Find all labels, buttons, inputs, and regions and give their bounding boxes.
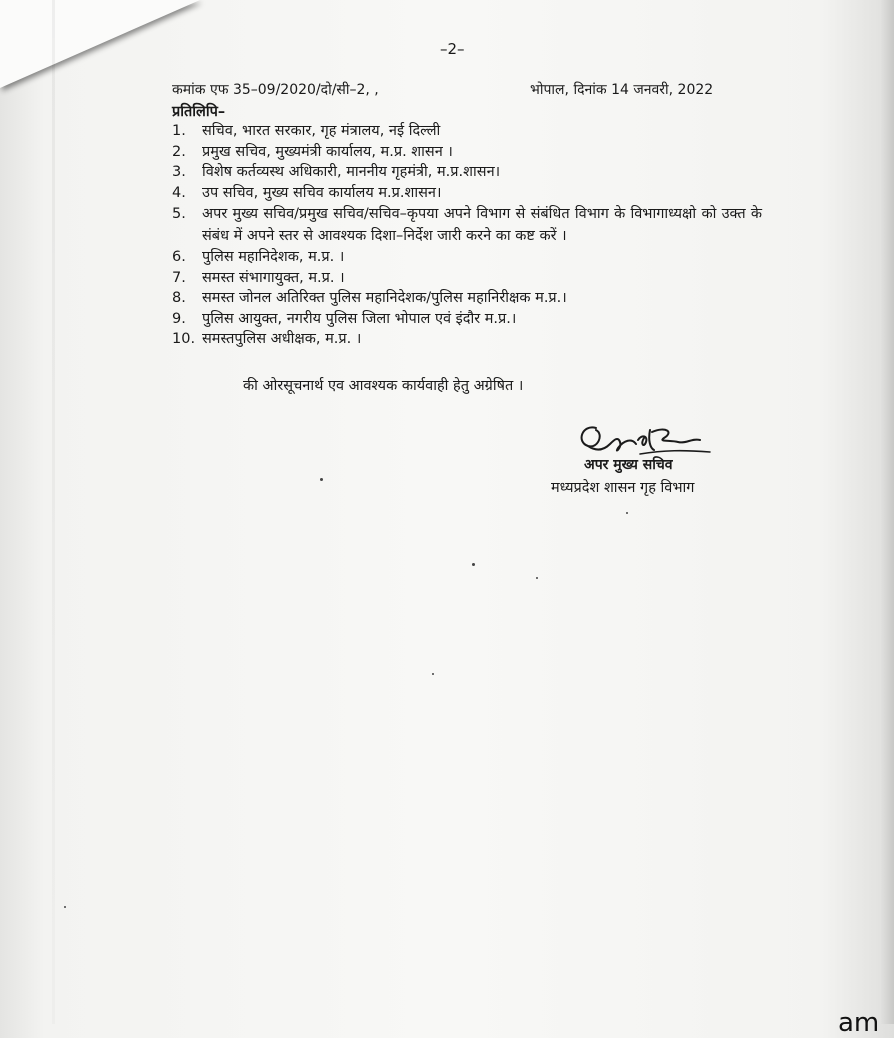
list-item-text: प्रमुख सचिव, मुख्यमंत्री कार्यालय, म.प्र. शासन ।: [202, 143, 453, 160]
list-item-text: सचिव, भारत सरकार, गृह मंत्रालय, नई दिल्ली: [202, 123, 441, 139]
list-item: [172, 203, 762, 247]
list-item-text: समस्त जोनल अतिरिक्त पुलिस महानिदेशक/पुलिस महानिरीक्षक म.प्र.।: [202, 290, 567, 306]
list-item-text: विशेष कर्तव्यस्थ अधिकारी, माननीय गृहमंत्री, म.प्र.शासन।: [202, 164, 501, 180]
corner-text-fragment: am: [838, 1008, 880, 1038]
page-edge-shadow: [52, 0, 55, 1024]
signatory-department: मध्यप्रदेश शासन गृह विभाग: [551, 480, 695, 496]
scan-speck: [472, 563, 475, 566]
handwritten-signature: [574, 420, 714, 460]
scan-speck: [536, 577, 538, 579]
list-item-number: 10.: [172, 331, 196, 347]
list-item-number: 7.: [172, 269, 186, 286]
list-item: [172, 162, 762, 183]
list-item: [172, 142, 762, 163]
list-item-number: 2.: [172, 143, 186, 160]
list-item: [172, 329, 762, 350]
scan-speck: [320, 478, 323, 481]
list-item-number: 6.: [172, 249, 186, 265]
place-date: भोपाल, दिनांक 14 जनवरी, 2022: [530, 82, 714, 98]
copy-heading: प्रतिलिपि–: [172, 104, 226, 120]
list-item-number: 4.: [172, 184, 186, 201]
page-number: –2–: [440, 40, 465, 58]
scan-speck: [432, 673, 434, 675]
signatory-title: अपर मुख्य सचिव: [584, 457, 673, 473]
list-item-text: समस्त संभागायुक्त, म.प्र. ।: [202, 269, 345, 286]
list-item-number: 1.: [172, 123, 186, 139]
folded-page-corner: [0, 0, 200, 88]
scan-speck: [64, 906, 66, 908]
list-item: [172, 183, 762, 204]
list-item: [172, 268, 762, 289]
list-item-text: अपर मुख्य सचिव/प्रमुख सचिव/सचिव–कृपया अपने विभाग से संबंधित विभाग के विभागाध्यक्षो को उक्त के संबंध में अपने स्तर से आवश्यक दिशा–निर्देश जारी करने का कष्ट करें ।: [202, 206, 762, 244]
list-item-number: 8.: [172, 290, 186, 306]
list-item: [172, 309, 762, 330]
scan-speck: [626, 512, 628, 514]
list-item: [172, 121, 762, 142]
recipient-list: [172, 121, 762, 350]
reference-number: कमांक एफ 35–09/2020/दो/सी–2, ,: [172, 82, 379, 98]
list-item-number: 5.: [172, 206, 186, 222]
page-right-edge-shadow: [880, 0, 894, 1024]
list-item-number: 9.: [172, 310, 186, 327]
list-item: [172, 288, 762, 309]
list-item-text: पुलिस महानिदेशक, म.प्र. ।: [202, 249, 345, 265]
list-item-number: 3.: [172, 164, 186, 180]
list-item: [172, 247, 762, 268]
closing-line: की ओरसूचनार्थ एव आवश्यक कार्यवाही हेतु अग्रेषित ।: [243, 378, 524, 394]
list-item-text: पुलिस आयुक्त, नगरीय पुलिस जिला भोपाल एवं इंदौर म.प्र.।: [202, 310, 517, 327]
list-item-text: उप सचिव, मुख्य सचिव कार्यालय म.प्र.शासन।: [202, 184, 442, 201]
list-item-text: समस्तपुलिस अधीक्षक, म.प्र. ।: [202, 331, 362, 347]
